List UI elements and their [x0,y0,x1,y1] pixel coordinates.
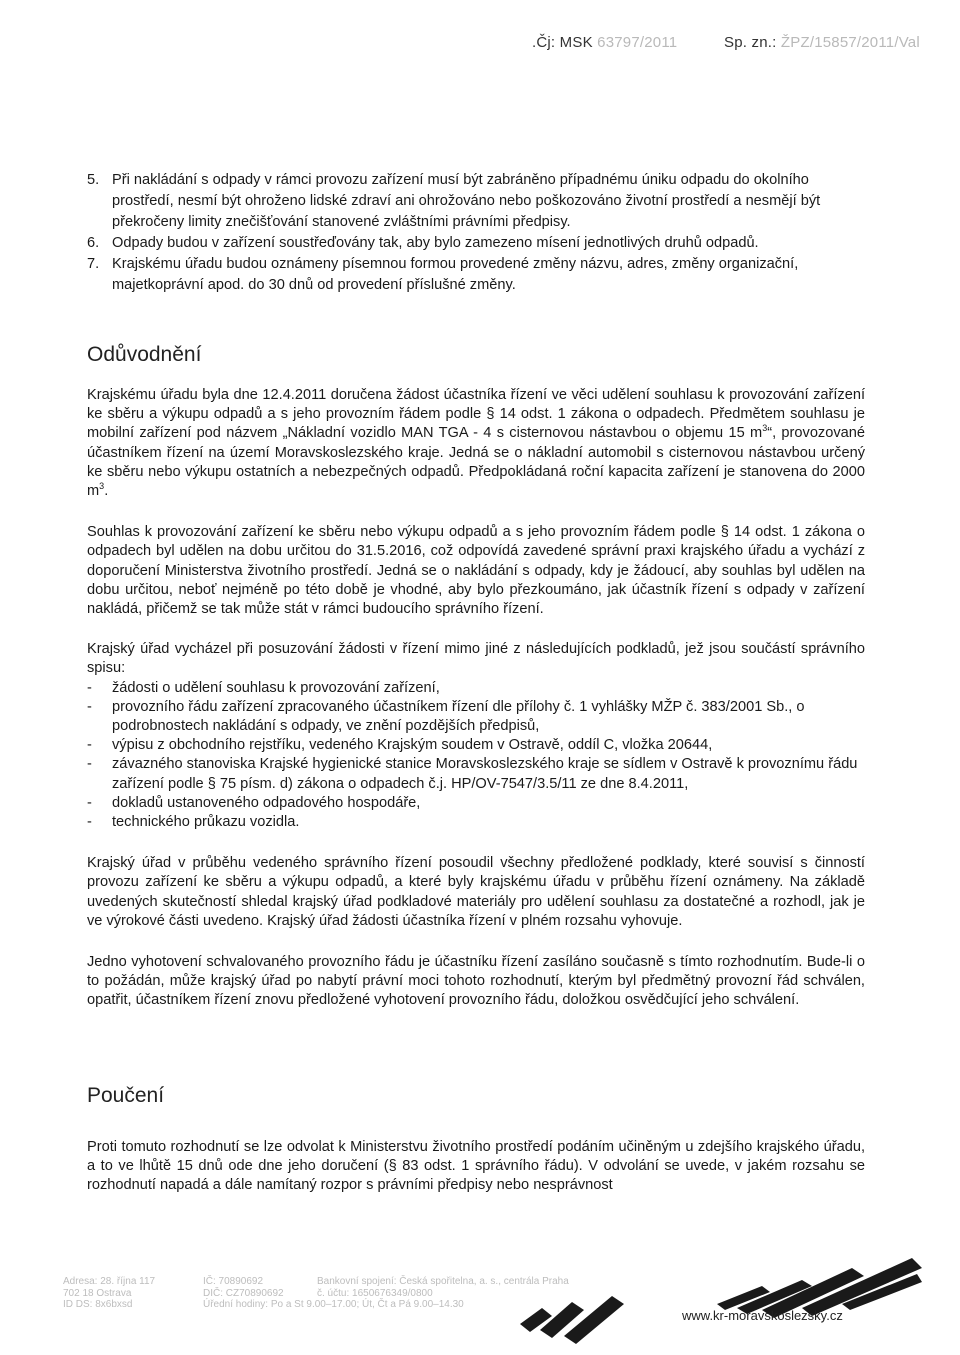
supporting-documents-list [87,679,865,833]
cj-label: .Čj: MSK [532,34,593,51]
condition-item: 5. Při nakládání s odpady v rámci provozu zařízení musí být zabráněno případnému úniku odpadu do okolního prostředí, nesmí být ohroženo lidské zdraví ani ohrožováno nebo poškozováno životní prostředí a nesmějí být překročeny limity znečišťování stanovené zvláštními právními předpisy. [87,172,821,230]
paragraph: Souhlas k provozování zařízení ke sběru nebo výkupu odpadů a s jeho provozním řádem podle § 14 odst. 1 zákona o odpadech byl udělen na dobu určitou do 31.5.2016, což odpovídá zavedené správní praxi krajského úřadu a vychází z doporučení Ministerstva životního prostředí. Jedná se o nakládání s odpady, kdy je žádoucí, aby souhlas byl udělen na dobu určitou, neboť nejméně po této době je vhodné, aby bylo přezkoumáno, jak účastník řízení s odpady v zařízení nakládá, přičemž se tak může stát v rámci budoucího správního řízení. [87,524,865,618]
region-logo-icon [512,1246,932,1346]
list-item: - závazného stanoviska Krajské hygienické stanice Moravskoslezského kraje se sídlem v Ostravě k provoznímu řádu zařízení podle § 75 písm. d) zákona o odpadech č.j. HP/OV-7547/3.5/11 ze dne 8.4.2011, [87,755,865,793]
list-item: - výpisu z obchodního rejstříku, vedeného Krajským soudem v Ostravě, oddíl C, vložka 20644, [87,736,865,755]
list-item: - provozního řádu zařízení zpracovaného účastníkem řízení dle přílohy č. 1 vyhlášky MŽP č. 383/2001 Sb., o podrobnostech nakládání s odpady, ve znění pozdějších předpisů, [87,698,865,736]
paragraph: Proti tomuto rozhodnutí se lze odvolat k Ministerstvu životního prostředí podáním učiněným u zdejšího krajského úřadu, a to ve lhůtě 15 dnů ode dne jeho doručení (§ 83 odst. 1 správního řádu). V odvolání se uvede, v jakém rozsahu se rozhodnutí napadá a dále namítaný rozpor s právními předpisy nebo nesprávnost [87,1138,865,1194]
sp-value: ŽPZ/15857/2011/Val [780,34,920,51]
website-link[interactable]: www.kr-moravskoslezsky.cz [682,1308,843,1323]
paragraph: Krajský úřad vycházel při posuzování žádosti v řízení mimo jiné z následujících podkladů, jež jsou součástí správního spisu: [87,641,865,677]
footer-bank: Bankovní spojení: Česká spořitelna, a. s., centrála Praha č. účtu: 1650676349/0800 [317,1276,569,1299]
sp-label: Sp. zn.: [724,34,777,51]
cj-number: 63797/2011 [597,34,678,51]
reference-header [532,34,920,51]
paragraph: Jedno vyhotovení schvalovaného provozního řádu je účastníku řízení zasíláno současně s tímto rozhodnutím. Bude-li o to požádán, může krajský úřad po nabytí právní moci tohoto rozhodnutí, kterým byl předmětný provozní řád schválen, opatřit, účastníkem řízení znovu předložené vyhotovení provozního řádu, doložkou osvědčující jeho schválení. [87,954,865,1009]
paragraph: Krajský úřad v průběhu vedeného správního řízení posoudil všechny předložené podklady, které souvisí s činností provozu zařízení ke sběru a výkupu odpadů, a které byly krajskému úřadu v průběhu řízení oznámeny. Na základě uvedených skutečností shledal krajský úřad podkladové materiály pro udělení souhlasu za dostatečné a rozhodl, jak je ve výrokové části uvedeno. Krajský úřad žádosti účastníka řízení v plném rozsahu vyhovuje. [87,855,865,929]
section-heading-pouceni: Poučení [87,1083,165,1107]
footer-ids: IČ: 70890692 DIČ: CZ70890692 Úřední hodiny: Po a St 9.00–17.00; Út, Čt a Pá 9.00–14.30 [203,1276,464,1310]
footer-address: Adresa: 28. října 117 702 18 Ostrava ID DS: 8x6bxsd [63,1276,156,1310]
paragraph: Krajskému úřadu byla dne 12.4.2011 doručena žádost účastníka řízení ve věci udělení souhlasu k provozování zařízení ke sběru a výkupu odpadů a s jeho provozním řádem podle § 14 odst. 1 zákona o odpadech. Předmětem souhlasu je mobilní zařízení pod názvem „Nákladní vozidlo MAN TGA - 4 s cisternovou nástavbou o objemu 15 $m^3“$, provozované účastníkem řízení na území Moravskoslezského kraje. Jedná se o nákladní automobil s cisternovou nástavbou určený ke sběru nebo výkupu ostatních a nebezpečných odpadů. Předpokládaná roční kapacita zařízení je stanovena do 2000 $m^3$. [87,387,865,500]
list-item: - technického průkazu vozidla. [87,813,865,832]
list-item: - dokladů ustanoveného odpadového hospodáře, [87,794,865,813]
list-item: - žádosti o udělení souhlasu k provozování zařízení, [87,679,865,698]
conditions-list [87,170,865,296]
section-heading-oduvodneni: Odůvodnění [87,343,202,366]
condition-item: 7. Krajskému úřadu budou oznámeny písemnou formou provedené změny názvu, adres, změny organizační, majetkoprávní apod. do 30 dnů od provedení příslušné změny. [87,256,799,293]
condition-item: 6. Odpady budou v zařízení soustřeďovány tak, aby bylo zamezeno mísení jednotlivých druhů odpadů. [87,235,759,251]
document-body [87,170,865,1195]
